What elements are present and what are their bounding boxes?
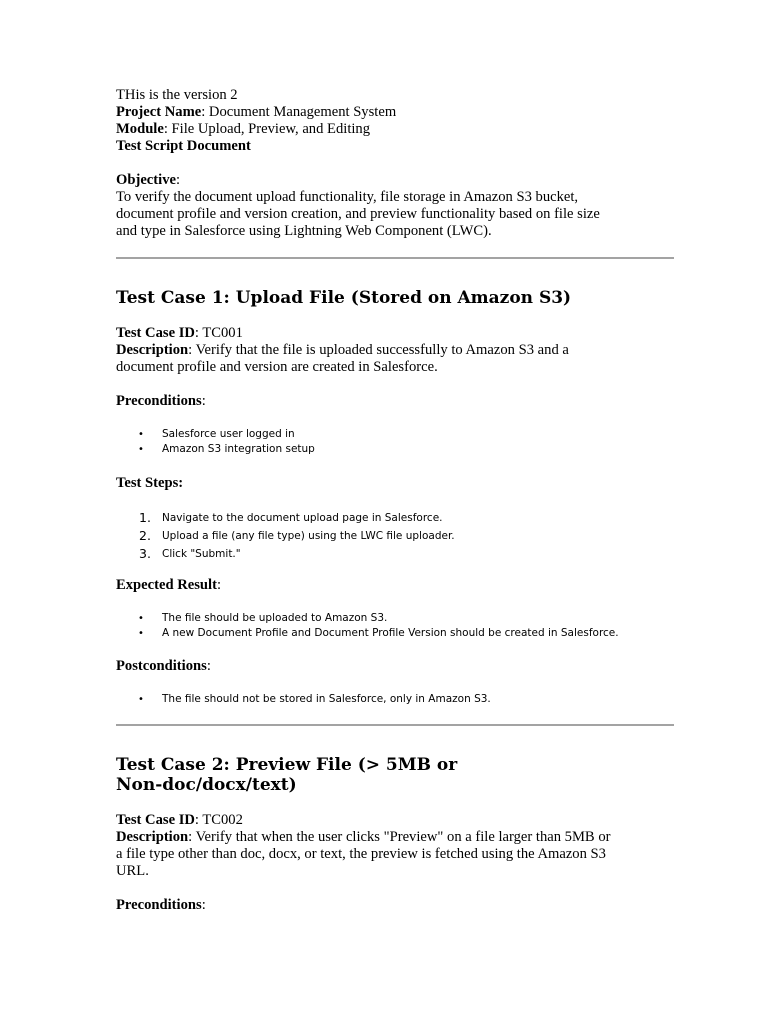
list-item-text: Salesforce user logged in — [162, 428, 295, 440]
tc1-postconditions-heading — [116, 658, 674, 675]
tc1-description-label: Description — [116, 342, 189, 358]
tc1-expected-colon: : — [216, 577, 221, 593]
project-name-line — [116, 104, 674, 121]
tc2-id-value: : TC002 — [194, 812, 243, 828]
tc2-preconditions-label: Preconditions — [116, 897, 202, 913]
bullet-icon: • — [138, 613, 144, 624]
tc1-steps-list — [116, 509, 674, 563]
tc1-id-value: : TC001 — [194, 325, 243, 341]
list-item — [116, 442, 674, 457]
document-title: Test Script Document — [116, 138, 251, 154]
tc1-expected-heading — [116, 577, 674, 594]
tc2-description-line-3: URL. — [116, 863, 149, 879]
tc2-description-text: : Verify that when the user clicks "Preview" on a file larger than 5MB or — [188, 829, 611, 845]
tc1-preconditions-list — [116, 427, 674, 457]
project-name-value: : Document Management System — [201, 104, 397, 120]
bullet-icon: • — [138, 444, 144, 455]
tc1-postconditions-list — [116, 692, 674, 707]
tc1-expected-label: Expected Result — [116, 577, 217, 593]
list-item — [116, 427, 674, 442]
list-item-text: The file should be uploaded to Amazon S3. — [162, 612, 388, 624]
test-case-1-title: Test Case 1: Upload File (Stored on Amazon S3) — [116, 288, 572, 308]
objective-label: Objective — [116, 172, 176, 188]
list-item-text: Navigate to the document upload page in Salesforce. — [162, 512, 443, 524]
version-line: THis is the version 2 — [116, 87, 238, 103]
tc2-preconditions-heading — [116, 897, 674, 914]
test-case-2-title-line-1: Test Case 2: Preview File (> 5MB or — [116, 755, 458, 775]
tc1-description-line-2: document profile and version are created in Salesforce. — [116, 359, 438, 375]
tc1-postconditions-colon: : — [206, 658, 211, 674]
tc2-description-line-1 — [116, 829, 674, 846]
objective-heading — [116, 172, 674, 189]
list-item-text: The file should not be stored in Salesforce, only in Amazon S3. — [162, 693, 491, 705]
bullet-icon: • — [138, 694, 144, 705]
list-item — [116, 692, 674, 707]
bullet-icon: • — [138, 628, 144, 639]
step-number: 2. — [139, 528, 151, 543]
tc1-description-text: : Verify that the file is uploaded successfully to Amazon S3 and a — [188, 342, 569, 358]
document-page — [116, 87, 674, 914]
list-item — [116, 527, 674, 545]
module-label: Module — [116, 121, 164, 137]
test-case-2-title-line-2: Non-doc/docx/text) — [116, 775, 297, 795]
tc2-description-line-2: a file type other than doc, docx, or text, the preview is fetched using the Amazon S3 — [116, 846, 606, 862]
list-item — [116, 626, 674, 641]
tc2-id-label: Test Case ID — [116, 812, 195, 828]
tc2-id-line — [116, 812, 674, 829]
module-line — [116, 121, 674, 138]
objective-text-line-1: To verify the document upload functionality, file storage in Amazon S3 bucket, — [116, 189, 579, 205]
list-item-text: A new Document Profile and Document Profile Version should be created in Salesforce. — [162, 627, 619, 639]
bullet-icon: • — [138, 429, 144, 440]
tc1-preconditions-colon: : — [201, 393, 206, 409]
list-item — [116, 545, 674, 563]
tc1-preconditions-heading — [116, 393, 674, 410]
tc1-expected-list — [116, 611, 674, 641]
module-value: : File Upload, Preview, and Editing — [163, 121, 371, 137]
project-name-label: Project Name — [116, 104, 202, 120]
tc2-description-label: Description — [116, 829, 189, 845]
objective-text-line-2: document profile and version creation, and preview functionality based on file size — [116, 206, 600, 222]
tc1-preconditions-label: Preconditions — [116, 393, 202, 409]
tc1-description-line-1 — [116, 342, 674, 359]
list-item-text: Click "Submit." — [162, 548, 241, 560]
list-item-text: Upload a file (any file type) using the LWC file uploader. — [162, 530, 455, 542]
list-item — [116, 611, 674, 626]
tc1-steps-heading: Test Steps: — [116, 475, 184, 491]
list-item — [116, 509, 674, 527]
tc2-preconditions-colon: : — [201, 897, 206, 913]
tc1-postconditions-label: Postconditions — [116, 658, 207, 674]
tc1-id-line — [116, 325, 674, 342]
list-item-text: Amazon S3 integration setup — [162, 443, 315, 455]
step-number: 1. — [139, 510, 151, 525]
step-number: 3. — [139, 546, 151, 561]
objective-colon: : — [175, 172, 181, 188]
objective-text-line-3: and type in Salesforce using Lightning Web Component (LWC). — [116, 223, 492, 239]
tc1-id-label: Test Case ID — [116, 325, 195, 341]
